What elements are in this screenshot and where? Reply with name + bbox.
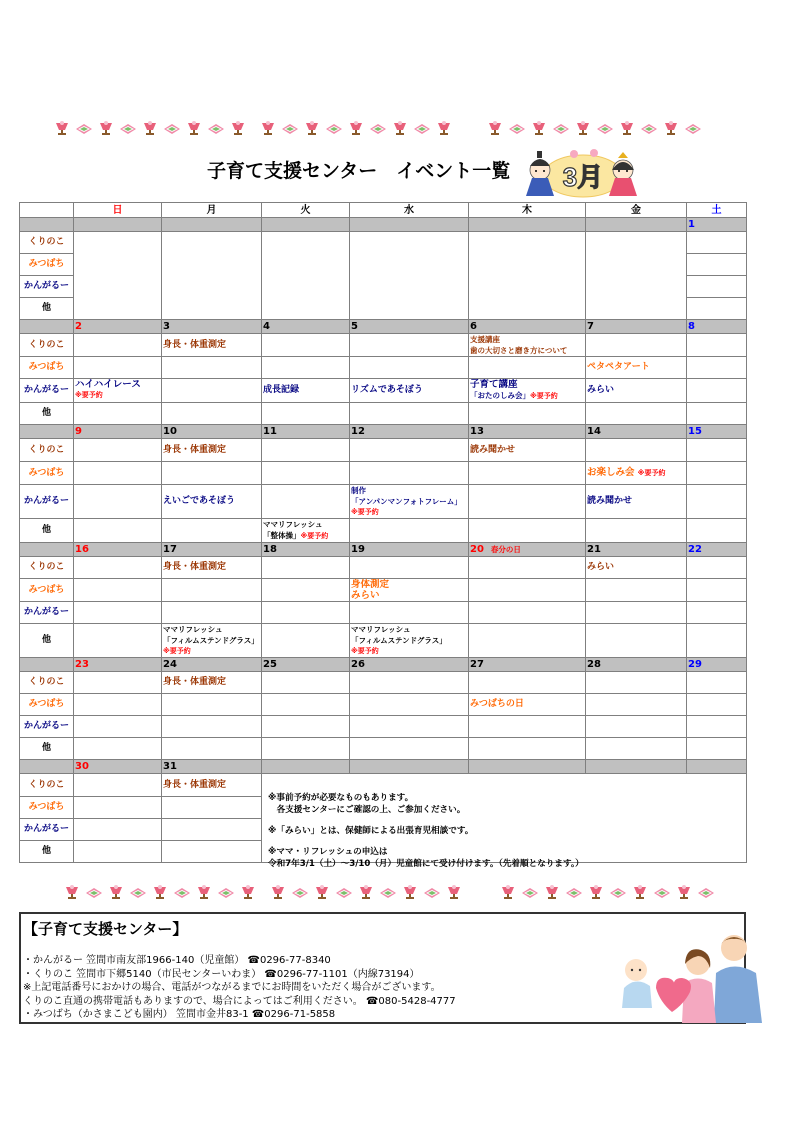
hina-ornament-icon [652, 884, 672, 900]
hina-ornament-icon [280, 120, 300, 136]
row-label-kurinoko: くりのこ [20, 439, 74, 462]
hina-ornament-icon [228, 120, 248, 136]
event-cell [162, 624, 262, 658]
event-subtitle: 歯の大切さと磨き方について [470, 346, 568, 355]
holiday-label: 春分の日 [490, 545, 521, 554]
date-cell: 5 [350, 320, 469, 334]
hina-ornament-icon [608, 884, 628, 900]
reservation-note: ※要予約 [637, 469, 666, 477]
hina-ornament-icon [206, 120, 226, 136]
hina-ornament-icon [586, 884, 606, 900]
hina-ornament-icon [485, 120, 505, 136]
hina-ornament-icon [52, 120, 72, 136]
row-label-kurinoko: くりのこ [20, 334, 74, 357]
date-cell: 1 [687, 218, 747, 232]
row-label-kangaroo: かんがるー [20, 819, 74, 841]
note-line: ※事前予約が必要なものもあります。 [268, 793, 414, 803]
event-cell [469, 334, 586, 357]
row-label-other: 他 [20, 403, 74, 425]
event-title: お楽しみ会 [587, 467, 635, 478]
row-label-mitsubachi: みつばち [20, 254, 74, 276]
event-title: 子育て講座 [470, 379, 518, 390]
hina-ornament-icon [378, 884, 398, 900]
weekday-mon: 月 [162, 203, 262, 218]
date-cell: 11 [262, 425, 350, 439]
row-label-kangaroo: かんがるー [20, 276, 74, 298]
kangaroo-row-week4 [20, 602, 747, 624]
row-label-other: 他 [20, 841, 74, 863]
hina-ornament-icon [106, 884, 126, 900]
date-cell: 29 [687, 658, 747, 672]
hina-ornament-icon [140, 120, 160, 136]
event-cell: みつばちの日 [469, 694, 586, 716]
date-cell [469, 543, 586, 557]
mitsubachi-row-week5 [20, 694, 747, 716]
date-cell: 31 [162, 760, 262, 774]
event-cell: 読み聞かせ [586, 485, 687, 519]
hina-ornament-icon [118, 120, 138, 136]
note-line: 令和7年3/1（土）～3/10（月）児童館にて受け付けます。（先着順となります。） [268, 859, 584, 869]
event-cell: えいごであそぼう [162, 485, 262, 519]
event-cell [350, 579, 469, 602]
hina-ornament-icon [238, 884, 258, 900]
weekday-tue: 火 [262, 203, 350, 218]
date-cell: 18 [262, 543, 350, 557]
hina-ornament-icon [529, 120, 549, 136]
event-cell [350, 485, 469, 519]
date-row-week5 [20, 658, 747, 672]
event-cell: みらい [586, 379, 687, 403]
event-title: ママリフレッシュ [263, 520, 323, 529]
hina-ornament-icon [128, 884, 148, 900]
date-cell: 25 [262, 658, 350, 672]
row-label-kurinoko: くりのこ [20, 672, 74, 694]
hina-ornament-icon [258, 120, 278, 136]
hina-ornament-icon [498, 884, 518, 900]
row-label-mitsubachi: みつばち [20, 462, 74, 485]
date-cell: 30 [74, 760, 162, 774]
hina-ornament-icon [368, 120, 388, 136]
event-subtitle: 「フィルムステンドグラス」 [351, 636, 447, 645]
note-line: 各支援センターにご確認の上、ご参加ください。 [268, 805, 466, 815]
date-cell: 9 [74, 425, 162, 439]
event-cell: リズムであそぼう [350, 379, 469, 403]
date-cell: 12 [350, 425, 469, 439]
hina-ornament-icon [268, 884, 288, 900]
other-row-week2 [20, 403, 747, 425]
hina-dolls-icon [522, 148, 640, 198]
row-label-kangaroo: かんがるー [20, 716, 74, 738]
event-cell: 身長・体重測定 [162, 439, 262, 462]
date-cell: 7 [586, 320, 687, 334]
month-badge: 3月 [562, 162, 604, 192]
hina-ornament-icon [444, 884, 464, 900]
weekday-sun: 日 [74, 203, 162, 218]
info-lines [23, 954, 456, 1022]
date-row-week4 [20, 543, 747, 557]
mitsubachi-row-week3 [20, 462, 747, 485]
hina-ornament-icon [96, 120, 116, 136]
hina-ornament-icon [564, 884, 584, 900]
date-cell: 23 [74, 658, 162, 672]
hina-ornament-icon [290, 884, 310, 900]
reservation-note: ※要予約 [351, 647, 379, 655]
event-title: 支援講座 [470, 335, 500, 344]
date-cell: 24 [162, 658, 262, 672]
reservation-note: ※要予約 [530, 392, 558, 400]
event-cell: 身長・体重測定 [162, 557, 262, 579]
date-cell: 26 [350, 658, 469, 672]
hina-ornament-icon [595, 120, 615, 136]
reservation-note: ※要予約 [300, 532, 329, 540]
kangaroo-row-week2 [20, 379, 747, 403]
info-title: 【子育て支援センター】 [23, 920, 188, 938]
date-number: 20 [470, 544, 484, 555]
event-cell: ペタペタアート [586, 357, 687, 379]
hina-ornament-icon [62, 884, 82, 900]
event-cell: 成長記録 [262, 379, 350, 403]
date-cell: 14 [586, 425, 687, 439]
hina-ornament-icon [551, 120, 571, 136]
date-cell: 4 [262, 320, 350, 334]
hina-ornament-icon [683, 120, 703, 136]
hina-ornament-icon [172, 884, 192, 900]
event-cell: 読み聞かせ [469, 439, 586, 462]
mitsubachi-row-week4 [20, 579, 747, 602]
hina-ornament-icon [312, 884, 332, 900]
row-label-mitsubachi: みつばち [20, 357, 74, 379]
other-row-week4 [20, 624, 747, 658]
date-cell: 15 [687, 425, 747, 439]
hina-ornament-icon [346, 120, 366, 136]
weekday-wed: 水 [350, 203, 469, 218]
hina-ornament-icon [412, 120, 432, 136]
hina-ornament-icon [390, 120, 410, 136]
date-cell: 19 [350, 543, 469, 557]
row-label-kurinoko: くりのこ [20, 232, 74, 254]
hina-ornament-icon [661, 120, 681, 136]
event-title: ママリフレッシュ [351, 625, 411, 634]
event-subtitle: 「アンパンマンフォトフレーム」 [351, 497, 462, 506]
hina-ornament-icon [324, 120, 344, 136]
hina-ornament-icon [573, 120, 593, 136]
hina-ornament-icon [74, 120, 94, 136]
mitsubachi-row-week2 [20, 357, 747, 379]
info-line: ・みつばち（かさまこども園内） 笠間市金井83-1 ☎0296-71-5858 [23, 1009, 336, 1020]
date-cell: 17 [162, 543, 262, 557]
hina-ornament-icon [194, 884, 214, 900]
kurinoko-row-week5 [20, 672, 747, 694]
hina-ornament-icon [356, 884, 376, 900]
weekday-header-row [20, 203, 747, 218]
note-line: ※ママ・リフレッシュの申込は [268, 847, 388, 857]
hina-ornament-icon [334, 884, 354, 900]
hina-ornament-icon [674, 884, 694, 900]
event-calendar [19, 202, 747, 863]
kurinoko-row-week2 [20, 334, 747, 357]
date-cell: 8 [687, 320, 747, 334]
hina-ornament-icon [184, 120, 204, 136]
date-cell: 10 [162, 425, 262, 439]
hina-ornament-icon [542, 884, 562, 900]
row-label-mitsubachi: みつばち [20, 797, 74, 819]
row-label-other: 他 [20, 624, 74, 658]
corner-cell [20, 203, 74, 218]
event-title: ハイハイレース [75, 379, 141, 390]
date-cell: 28 [586, 658, 687, 672]
row-label-mitsubachi: みつばち [20, 579, 74, 602]
event-subtitle: みらい [351, 590, 380, 601]
hina-ornament-icon [696, 884, 716, 900]
row-label-kurinoko: くりのこ [20, 774, 74, 797]
event-cell: みらい [586, 557, 687, 579]
hina-ornament-icon [162, 120, 182, 136]
event-subtitle: 「フィルムステンドグラス」 [163, 636, 259, 645]
hina-ornament-icon [216, 884, 236, 900]
bottom-hina-decoration [0, 884, 794, 902]
date-cell: 21 [586, 543, 687, 557]
row-label-mitsubachi: みつばち [20, 694, 74, 716]
hina-ornament-icon [302, 120, 322, 136]
date-row-week1 [20, 218, 747, 232]
hina-ornament-icon [400, 884, 420, 900]
notes-text [268, 792, 584, 870]
row-label-other: 他 [20, 298, 74, 320]
date-row-week2 [20, 320, 747, 334]
event-cell [469, 379, 586, 403]
hina-ornament-icon [639, 120, 659, 136]
info-line: ・かんがるー 笠間市南友部1966-140（児童館） ☎0296-77-8340 [23, 955, 331, 966]
hina-ornament-icon [434, 120, 454, 136]
hina-ornament-icon [617, 120, 637, 136]
hina-ornament-icon [150, 884, 170, 900]
date-row-week6 [20, 760, 747, 774]
row-label-kurinoko: くりのこ [20, 557, 74, 579]
hina-ornament-icon [507, 120, 527, 136]
top-hina-decoration [0, 120, 794, 138]
kangaroo-row-week5 [20, 716, 747, 738]
event-cell: 身長・体重測定 [162, 774, 262, 797]
date-cell: 6 [469, 320, 586, 334]
date-cell: 22 [687, 543, 747, 557]
row-label-kangaroo: かんがるー [20, 602, 74, 624]
info-line: ※上記電話番号におかけの場合、電話がつながるまでにお時間をいただく場合がございます。 [23, 982, 441, 993]
hina-ornament-icon [630, 884, 650, 900]
event-cell [262, 519, 350, 543]
kurinoko-row-week3 [20, 439, 747, 462]
kangaroo-row-week3 [20, 485, 747, 519]
other-row-week5 [20, 738, 747, 760]
event-subtitle: 「おたのしみ会」 [470, 391, 530, 400]
kurinoko-row-week1 [20, 232, 747, 254]
reservation-note: ※要予約 [351, 508, 379, 516]
info-line: ・くりのこ 笠間市下郷5140（市民センターいわま） ☎0296-77-1101（内線73194） [23, 968, 420, 980]
reservation-note: ※要予約 [163, 647, 191, 655]
kurinoko-row-week4 [20, 557, 747, 579]
note-line: ※「みらい」とは、保健師による出張育児相談です。 [268, 826, 474, 836]
info-line: くりのこ直通の携帯電話もありますので、場合によってはご利用ください。 ☎080-5428-4777 [23, 995, 456, 1007]
date-row-week3 [20, 425, 747, 439]
row-label-other: 他 [20, 519, 74, 543]
event-cell [350, 624, 469, 658]
event-title: 制作 [351, 486, 366, 495]
event-cell [74, 379, 162, 403]
hina-ornament-icon [422, 884, 442, 900]
event-cell [586, 462, 687, 485]
date-cell: 2 [74, 320, 162, 334]
weekday-thu: 木 [469, 203, 586, 218]
date-cell: 13 [469, 425, 586, 439]
page-title: 子育て支援センター イベント一覧 [207, 160, 511, 182]
weekday-sat: 土 [687, 203, 747, 218]
family-illustration [606, 928, 766, 1023]
other-row-week3 [20, 519, 747, 543]
hina-ornament-icon [520, 884, 540, 900]
event-title: ママリフレッシュ [163, 625, 223, 634]
hina-ornament-icon [84, 884, 104, 900]
date-cell: 16 [74, 543, 162, 557]
row-label-kangaroo: かんがるー [20, 379, 74, 403]
event-title: 身体測定 [351, 579, 390, 590]
event-subtitle: 「整体操」 [263, 531, 301, 540]
date-cell: 3 [162, 320, 262, 334]
row-label-other: 他 [20, 738, 74, 760]
date-cell: 27 [469, 658, 586, 672]
row-label-kangaroo: かんがるー [20, 485, 74, 519]
event-cell: 身長・体重測定 [162, 334, 262, 357]
reservation-note: ※要予約 [75, 391, 103, 399]
event-cell: 身長・体重測定 [162, 672, 262, 694]
weekday-fri: 金 [586, 203, 687, 218]
